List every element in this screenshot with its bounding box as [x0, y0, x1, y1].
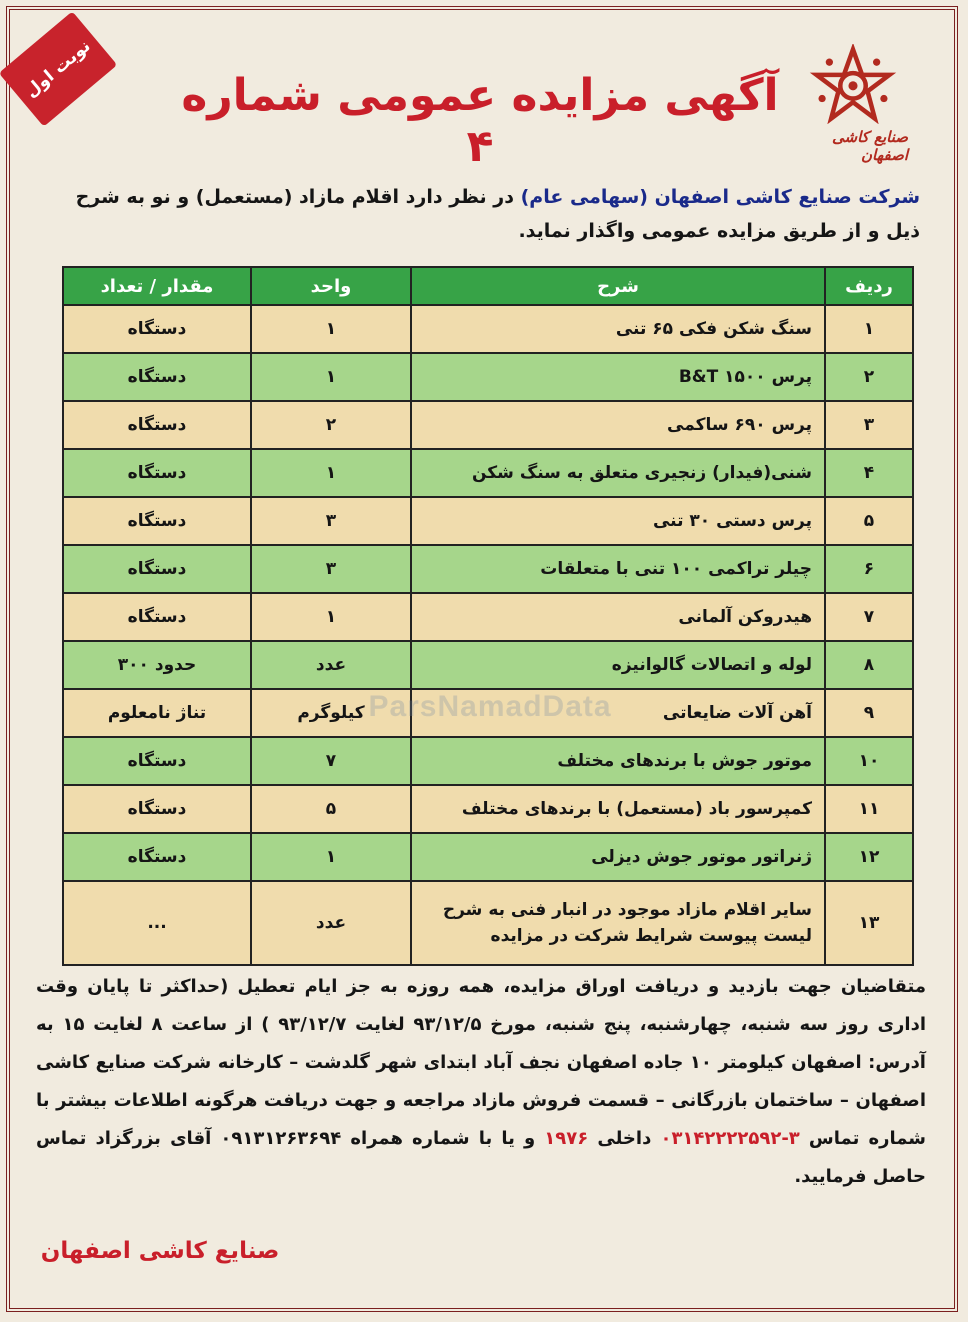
- logo-emblem-icon: [807, 44, 899, 124]
- row-description: پرس ۶۹۰ ساکمی: [411, 401, 825, 449]
- row-quantity: ...: [63, 881, 251, 965]
- intro-paragraph: [40, 180, 920, 248]
- row-unit: عدد: [251, 641, 411, 689]
- row-description: پرس دستی ۳۰ تنی: [411, 497, 825, 545]
- row-number: ۱۰: [825, 737, 913, 785]
- table-header-row: [63, 267, 913, 305]
- table-row: [63, 833, 913, 881]
- row-number: ۵: [825, 497, 913, 545]
- page-title: آگهی مزایده عمومی شماره ۴: [181, 70, 779, 172]
- row-quantity: دستگاه: [63, 833, 251, 881]
- details-text: و یا با شماره همراه ۰۹۱۳۱۲۶۳۶۹۴ آقای بزرگزاد تماس حاصل فرمایید.: [36, 1128, 926, 1187]
- row-description: آهن آلات ضایعاتی: [411, 689, 825, 737]
- table-row: [63, 593, 913, 641]
- row-quantity: تناژ نامعلوم: [63, 689, 251, 737]
- row-quantity: دستگاه: [63, 785, 251, 833]
- details-text: داخلی: [588, 1128, 661, 1149]
- row-description: کمپرسور باد (مستعمل) با برندهای مختلف: [411, 785, 825, 833]
- row-quantity: دستگاه: [63, 545, 251, 593]
- row-number: ۱۲: [825, 833, 913, 881]
- header-unit: واحد: [251, 267, 411, 305]
- row-description-line: سایر اقلام مازاد موجود در انبار فنی به شرح: [442, 900, 812, 920]
- row-quantity: دستگاه: [63, 737, 251, 785]
- signature: صنایع کاشی اصفهان: [40, 1238, 280, 1264]
- row-unit: ۱: [251, 593, 411, 641]
- row-number: ۷: [825, 593, 913, 641]
- row-unit: ۵: [251, 785, 411, 833]
- row-number: ۱۳: [825, 881, 913, 965]
- row-description: شنی(فیدار) زنجیری متعلق به سنگ شکن: [411, 449, 825, 497]
- company-logo: [798, 44, 908, 164]
- details-paragraph: [36, 968, 926, 1196]
- header-row-number: ردیف: [825, 267, 913, 305]
- row-description: ژنراتور موتور جوش دیزلی: [411, 833, 825, 881]
- company-name: شرکت صنایع کاشی اصفهان (سهامی عام): [520, 186, 920, 208]
- row-unit: ۱: [251, 305, 411, 353]
- row-number: ۲: [825, 353, 913, 401]
- details-text: متقاضیان جهت بازدید و دریافت اوراق مزایده، همه روزه به جز ایام تعطیل (حداکثر تا پایان وقت اداری روز سه شنبه، چهارشنبه، پنج شنبه، مورخ ۹۳/۱۲/۵ لغایت ۹۳/۱۲/۷ ) از ساعت ۸ لغایت ۱۵ به آدرس: اصفهان کیلومتر ۱۰ جاده اصفهان نجف آباد ابتدای شهر گلدشت – کارخانه شرکت صنایع کاشی اصفهان – ساختمان بازرگانی – قسمت فروش مازاد مراجعه و جهت دریافت هرگونه اطلاعات بیشتر با شماره تماس: [36, 976, 926, 1149]
- row-number: ۱: [825, 305, 913, 353]
- table-row: [63, 881, 913, 965]
- row-quantity: دستگاه: [63, 593, 251, 641]
- row-description: سنگ شکن فکی ۶۵ تنی: [411, 305, 825, 353]
- row-unit: ۱: [251, 449, 411, 497]
- table-row: [63, 449, 913, 497]
- row-unit: ۳: [251, 497, 411, 545]
- table-row: [63, 353, 913, 401]
- row-number: ۸: [825, 641, 913, 689]
- row-unit: ۱: [251, 833, 411, 881]
- row-unit: ۳: [251, 545, 411, 593]
- row-number: ۱۱: [825, 785, 913, 833]
- row-number: ۳: [825, 401, 913, 449]
- intro-text: در نظر دارد اقلام مازاد (مستعمل) و نو به شرح ذیل و از طریق مزایده عمومی واگذار نماید.: [75, 186, 920, 242]
- row-quantity: دستگاه: [63, 497, 251, 545]
- row-description: هیدروکن آلمانی: [411, 593, 825, 641]
- row-description: پرس ۱۵۰۰ B&T: [411, 353, 825, 401]
- row-number: ۶: [825, 545, 913, 593]
- table-row: [63, 401, 913, 449]
- row-unit: ۱: [251, 353, 411, 401]
- row-quantity: دستگاه: [63, 401, 251, 449]
- watermark: ParsNamadData: [368, 690, 612, 723]
- row-unit: ۷: [251, 737, 411, 785]
- row-quantity: دستگاه: [63, 305, 251, 353]
- row-quantity: دستگاه: [63, 353, 251, 401]
- table-row: [63, 305, 913, 353]
- items-table: [62, 266, 914, 966]
- row-description: [411, 881, 825, 965]
- table-row: [63, 497, 913, 545]
- table-row: [63, 785, 913, 833]
- row-unit: کیلوگرم: [251, 689, 411, 737]
- header-quantity: مقدار / تعداد: [63, 267, 251, 305]
- row-unit: عدد: [251, 881, 411, 965]
- extension-number: ۱۹۷۶: [544, 1128, 589, 1149]
- turn-badge: نوبت اول: [0, 11, 117, 126]
- phone-number: ۳-۰۳۱۴۲۲۲۲۵۹۲: [660, 1128, 800, 1149]
- logo-caption: صنایع کاشی اصفهان: [832, 128, 908, 164]
- row-quantity: حدود ۳۰۰: [63, 641, 251, 689]
- table-row: [63, 545, 913, 593]
- row-unit: ۲: [251, 401, 411, 449]
- row-description-line: لیست پیوست شرایط شرکت در مزایده: [490, 926, 812, 946]
- row-description: موتور جوش با برندهای مختلف: [411, 737, 825, 785]
- row-quantity: دستگاه: [63, 449, 251, 497]
- row-description: چیلر تراکمی ۱۰۰ تنی با متعلقات: [411, 545, 825, 593]
- header-description: شرح: [411, 267, 825, 305]
- row-description: لوله و اتصالات گالوانیزه: [411, 641, 825, 689]
- table-row: [63, 737, 913, 785]
- row-number: ۹: [825, 689, 913, 737]
- table-row: [63, 641, 913, 689]
- row-number: ۴: [825, 449, 913, 497]
